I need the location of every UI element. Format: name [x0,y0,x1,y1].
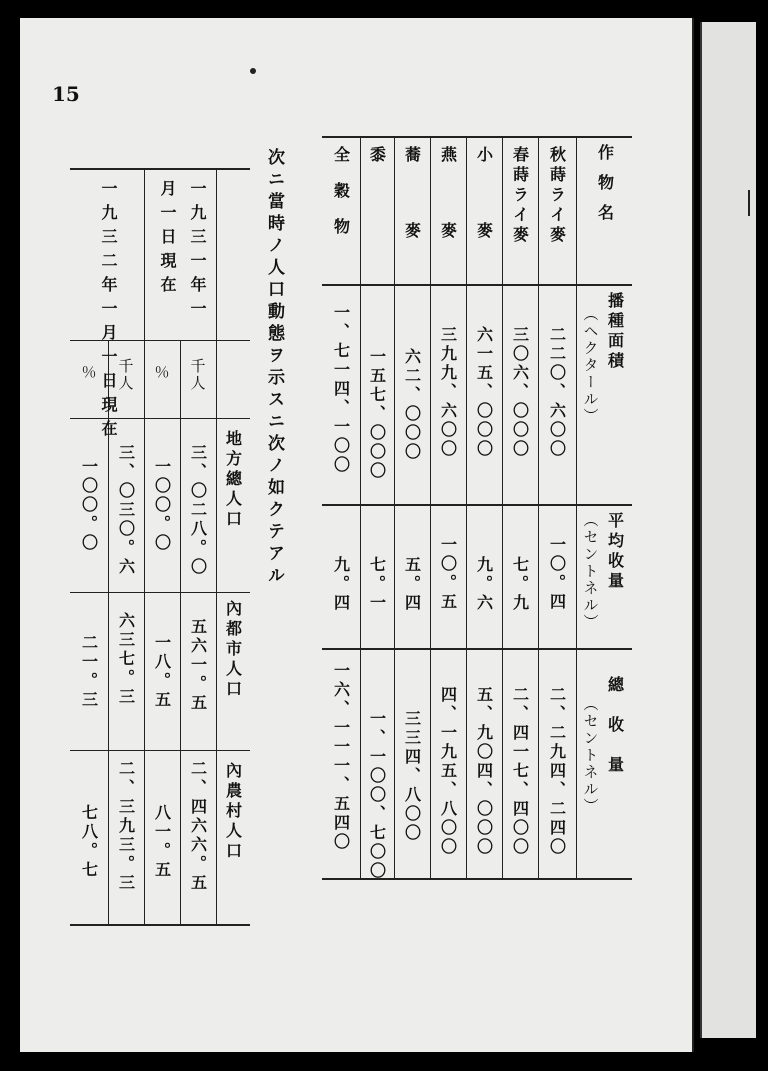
pop-total-pct: 一〇〇。〇 [152,458,172,553]
crop-yield: 五。四 [402,556,422,613]
header-total-pop: 地方總人口 [223,430,243,530]
page-number: 15 [52,82,80,106]
pop-date-label: 一九三一年一月一日現在 [158,180,207,324]
pop-rural-pct: 七八。七 [79,804,99,880]
crop-yield: 七。九 [510,556,530,613]
pop-rural: 二、三九三。三 [116,760,136,893]
pop-unit: ％ [152,364,171,381]
pop-rural-pct: 八一。五 [152,804,172,880]
crop-total: 五、九〇四、〇〇〇 [474,686,494,857]
crop-yield: 一〇。五 [438,536,458,612]
crop-total: 一六、一一一、五四〇 [331,662,351,852]
crop-total: 一、一〇〇、七〇〇 [367,710,387,881]
pop-total: 三、〇三〇。六 [116,444,136,577]
crop-area: 一、七一四、一〇〇 [331,304,351,475]
crop-yield: 九。四 [331,556,351,613]
population-table [70,168,250,928]
edge-mark [748,190,750,216]
crop-area: 三〇六、〇〇〇 [510,326,530,459]
pop-urban: 五六一。五 [188,618,208,713]
crop-total: 二、四一七、四〇〇 [510,686,530,857]
crop-name: 全穀物 [331,146,351,254]
crop-yield: 七。一 [367,556,387,613]
crop-name: 黍 [367,146,387,166]
pop-rural: 二、四六六。五 [188,760,208,893]
header-total-unit: （セントネル） [581,696,600,815]
crop-total: 三三四、八〇〇 [402,710,422,843]
header-area-unit: （ヘクタール） [581,306,600,425]
description-sentence: 次ニ當時ノ人口動態ヲ示スニ次ノ如クテアル [264,148,284,588]
crop-name: 蕎麥 [402,146,422,298]
crop-name: 秋蒔ライ麥 [547,146,567,246]
crop-yield: 九。六 [474,556,494,613]
crop-total: 二、二九四、二四〇 [547,686,567,857]
header-yield-unit: （セントネル） [581,512,600,631]
crop-yield: 一〇。四 [547,536,567,612]
pop-urban: 六三七。三 [116,612,136,707]
pop-unit: ％ [79,364,98,381]
crop-total: 四、一九五、八〇〇 [438,686,458,857]
header-urban-pop: 內都市人口 [223,600,243,700]
pop-urban-pct: 一八。五 [152,634,172,710]
pop-total: 三、〇二八。〇 [188,444,208,577]
pop-urban-pct: 二一。三 [79,634,99,710]
crop-name: 小麥 [474,146,494,298]
crop-area: 二二〇、六〇〇 [547,326,567,459]
pop-unit: 千人 [116,358,135,392]
crop-area: 六一五、〇〇〇 [474,326,494,459]
header-crop: 作物名 [595,144,615,234]
crop-area: 六二、〇〇〇 [402,348,422,462]
ink-dot [250,68,256,74]
pop-unit: 千人 [188,358,207,392]
crop-name: 燕麥 [438,146,458,298]
adjacent-page-edge [700,22,756,1038]
pop-date-label: 一九三二年一月一日現在 [99,180,118,444]
crop-name: 春蒔ライ麥 [510,146,530,246]
header-area: 播種面積 [605,292,625,372]
header-rural-pop: 內農村人口 [223,762,243,862]
header-yield: 平均收量 [605,512,625,592]
crop-table [322,136,632,882]
pop-total-pct: 一〇〇。〇 [79,458,99,553]
crop-area: 三九九、六〇〇 [438,326,458,459]
crop-area: 一五七、〇〇〇 [367,348,387,481]
header-total: 總收量 [605,676,625,796]
